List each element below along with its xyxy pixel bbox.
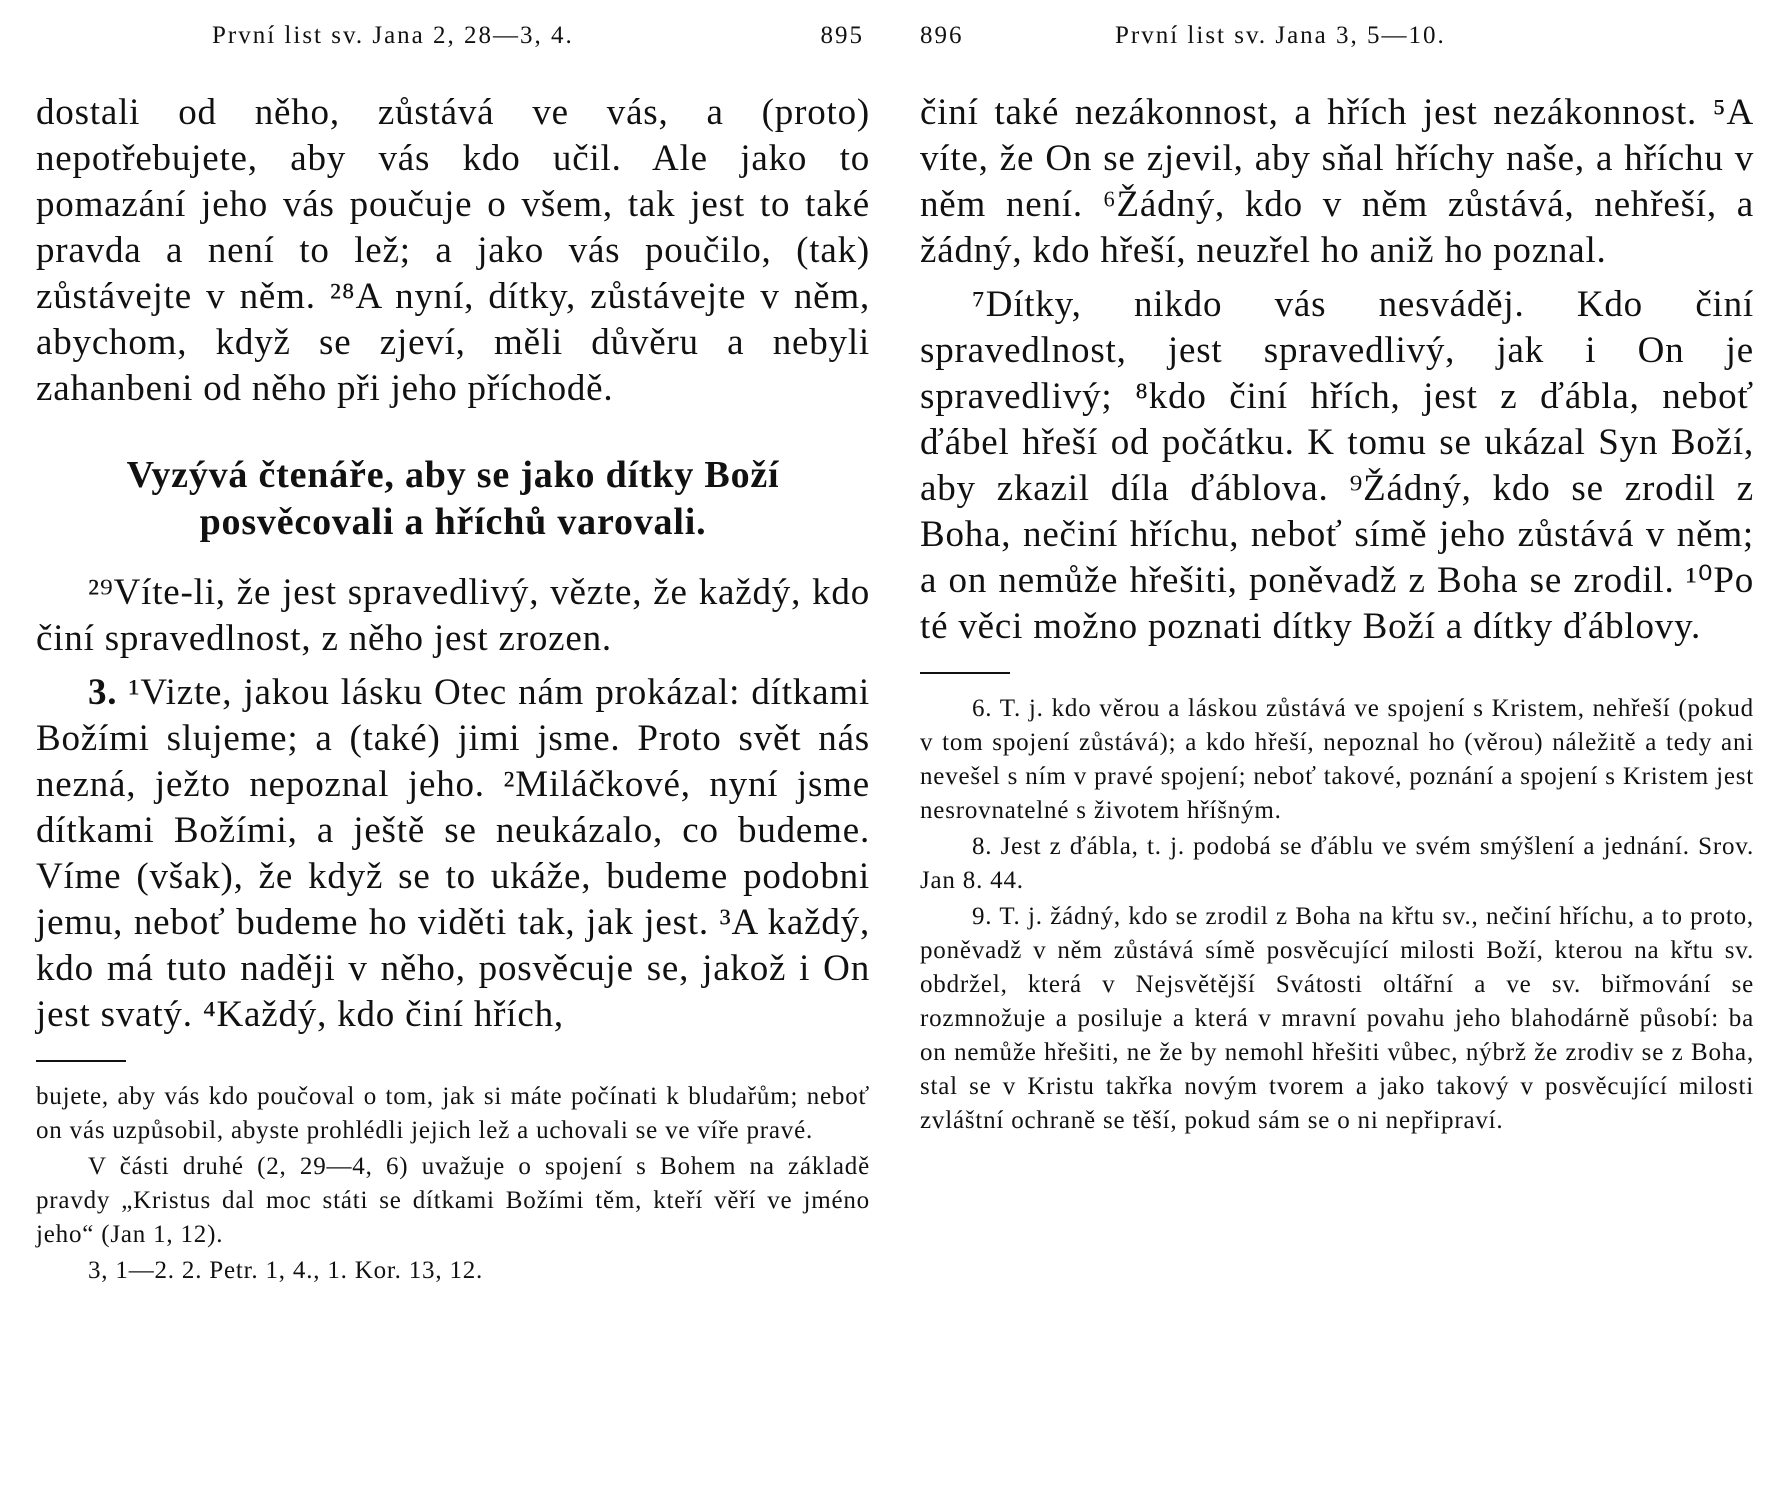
right-body-text xyxy=(920,90,1754,1140)
verse-29: ²⁹Víte-li, že jest spravedlivý, vězte, že každý, kdo činí spravedlnost, z něho jest zrozen. xyxy=(36,572,870,659)
note-references: 3, 1—2. 2. Petr. 1, 4., 1. Kor. 13, 12. xyxy=(88,1257,484,1284)
right-notes xyxy=(920,692,1754,1138)
left-running-head xyxy=(36,22,870,56)
footnote-rule-right xyxy=(920,672,1010,674)
paragraph-continuation: dostali od něho, zůstává ve vás, a (proto) nepotřebujete, aby vás kdo učil. Ale jako to pomazání jeho vás poučuje o všem, tak jest to také pravda a není to lež; a jako vás poučilo, (tak) zůstávejte v něm. ²⁸A nyní, dítky, zůstávejte v něm, abychom, když se zjeví, měli důvěru a nebyli zahanbeni od něho při jeho příchodě. xyxy=(36,92,870,409)
left-body-text xyxy=(36,90,870,1290)
chapter-3-paragraph xyxy=(36,670,870,1038)
right-header-title: První list sv. Jana 3, 5—10. xyxy=(1115,22,1446,49)
note-part-two: V části druhé (2, 29—4, 6) uvažuje o spojení s Bohem na základě pravdy „Kristus dal moc státi se dítkami Božími těm, kteří věří ve jméno jeho“ (Jan 1, 12). xyxy=(36,1153,870,1248)
footnote-rule-left xyxy=(36,1060,126,1062)
note-6: 6. T. j. kdo věrou a láskou zůstává ve spojení s Kristem, nehřeší (pokud v tom spojení zůstává); a kdo hřeší, nepoznal ho (věrou) náležitě a tedy ani nevešel s ním v pravé spojení; neboť takové, poznání a spojení s Kristem jest nesrovnatelné s životem hříšným. xyxy=(920,695,1754,824)
right-running-head xyxy=(920,22,1754,56)
chapter-3-text: ¹Vizte, jakou lásku Otec nám prokázal: dítkami Božími slujeme; a (také) jimi jsme. Proto svět nás nezná, ježto nepoznal jeho. ²Miláčkové, nyní jsme dítkami Božími, a ještě se neukázalo, co budeme. Víme (však), že když se to ukáže, budeme podobni jemu, neboť budeme ho viděti tak, jak jest. ³A každý, kdo má tuto naději v něho, posvěcuje se, jakož i On jest svatý. ⁴Každý, kdo činí hřích, xyxy=(36,672,870,1035)
note-continuation: bujete, aby vás kdo poučoval o tom, jak si máte počínati k bludařům; neboť on vás uzpůsobil, abyste prohlédli jejich lež a uchovali se ve víře pravé. xyxy=(36,1083,870,1144)
left-header-title: První list sv. Jana 2, 28—3, 4. xyxy=(212,22,574,49)
note-8: 8. Jest z ďábla, t. j. podobá se ďáblu ve svém smýšlení a jednání. Srov. Jan 8. 44. xyxy=(920,833,1754,894)
chapter-number: 3. xyxy=(88,672,118,713)
section-heading: Vyzývá čtenáře, aby se jako dítky Boží posvěcovali a hříchů varovali. xyxy=(126,454,780,543)
left-notes xyxy=(36,1080,870,1288)
paragraph-verses-7-10: ⁷Dítky, nikdo vás nesváděj. Kdo činí spravedlnost, jest spravedlivý, jak i On je spravedlivý; ⁸kdo činí hřích, jest z ďábla, neboť ďábel hřeší od počátku. K tomu se ukázal Syn Boží, aby zkazil díla ďáblova. ⁹Žádný, kdo se zrodil z Boha, nečiní hříchu, neboť símě jeho zůstává v něm; a on nemůže hřešiti, poněvadž z Boha se zrodil. ¹⁰Po té věci možno poznati dítky Boží a dítky ďáblovy. xyxy=(920,284,1754,647)
right-page-number: 896 xyxy=(920,22,964,49)
left-page xyxy=(36,0,870,1500)
left-page-number: 895 xyxy=(820,22,864,49)
paragraph-verses-4-6: činí také nezákonnost, a hřích jest nezákonnost. ⁵A víte, že On se zjevil, aby sňal hříchy naše, a hříchu v něm není. ⁶Žádný, kdo v něm zůstává, nehřeší, a žádný, kdo hřeší, neuzřel ho aniž ho poznal. xyxy=(920,92,1754,271)
right-page xyxy=(920,0,1754,1500)
note-9: 9. T. j. žádný, kdo se zrodil z Boha na křtu sv., nečiní hříchu, a to proto, poněvadž v něm zůstává símě posvěcující milosti Boží, kterou na křtu sv. obdržel, která v Nejsvětější Svátosti oltářní a ve sv. biřmování se rozmnožuje a posiluje a která v mravní povahu jeho blahodárně působí: ba on nemůže hřešiti, ne že by nemohl hřešiti vůbec, nýbrž že zrodiv se z Boha, stal se v Kristu takřka novým tvorem a jako takový v posvěcující milosti zvláštní ochraně se těší, pokud sám se o ni nepřipraví. xyxy=(920,903,1754,1134)
